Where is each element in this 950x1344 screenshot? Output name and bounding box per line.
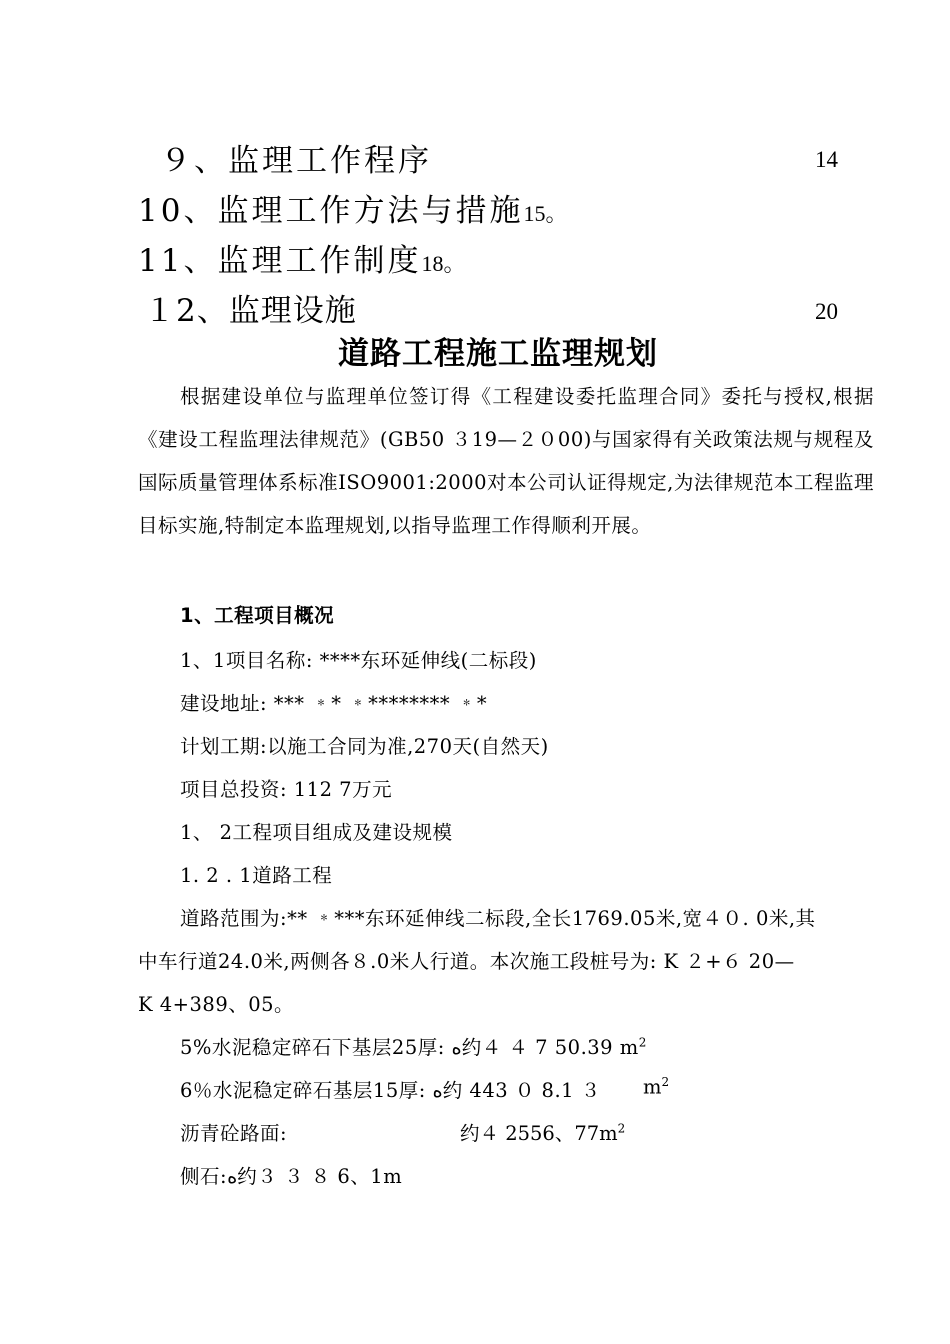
toc-label-text: 10、监理工作方法与措施 [138, 193, 524, 229]
quantity-asphalt: 沥青砼路面: [180, 1122, 288, 1145]
project-investment: 项目总投资: 112 7万元 [180, 778, 393, 801]
superscript: 2 [617, 1121, 626, 1136]
document-title: 道路工程施工监理规划 [338, 336, 658, 372]
quantity-base-unit [643, 1075, 669, 1099]
quantity-base [180, 1075, 601, 1103]
toc-label [138, 185, 567, 230]
project-address: 建设地址: *** ﹡* ﹡******** ﹡* [180, 692, 488, 715]
road-scope-line-2: 中车行道24.0米,两侧各８.0米人行道。本次施工段桩号为: K ２+６ 20— [138, 950, 795, 973]
quantity-lower-base [180, 1032, 647, 1060]
superscript: 2 [661, 1075, 670, 1089]
toc-label-text: 11、监理工作制度 [138, 243, 422, 279]
toc-label [138, 235, 465, 280]
toc-item-11 [0, 235, 950, 285]
toc-item-10 [0, 185, 950, 235]
toc-label: ９、监理工作程序 [160, 143, 432, 179]
toc-item-9 [0, 135, 950, 185]
toc-page-number: 20 [815, 299, 838, 324]
section-heading: 1、工程项目概况 [180, 604, 335, 627]
project-name: 1、1项目名称: ****东环延伸线(二标段) [180, 649, 537, 672]
unit: m [643, 1075, 662, 1099]
toc-page-number: 15。 [523, 201, 568, 226]
toc-page-number: 18。 [421, 251, 466, 276]
subsection-heading: 1、 2工程项目组成及建设规模 [180, 821, 453, 844]
quantity-curb: 侧石:ﻩ约３ ３ ８ 6、1m [180, 1165, 403, 1188]
quantity-label: 6％水泥稳定碎石基层15厚: ﻩ约 443 ０ 8.1 ３ [180, 1079, 601, 1102]
subsection-road: 1. 2 . 1道路工程 [180, 864, 333, 887]
toc-label: １2、监理设施 [144, 293, 357, 329]
project-schedule: 计划工期:以施工合同为准,270天(自然天) [180, 735, 549, 758]
toc-page-number: 14 [815, 147, 838, 172]
road-scope-line-1: 道路范围为:** ﹡***东环延伸线二标段,全长1769.05米,宽４０. 0米,其 [180, 907, 816, 930]
intro-paragraph: 根据建设单位与监理单位签订得《工程建设委托监理合同》委托与授权,根据《建设工程监理法律规范》(GB50 ３19—２０00)与国家得有关政策法规与规程及国际质量管理体系标准ISO9001:2000对本公司认证得规定,为法律规范本工程监理目标实施,特制定本监理规划,以指导监理工作得顺利开展。 [138, 385, 874, 537]
quantity-asphalt-value [460, 1118, 625, 1146]
quantity-label: 5%水泥稳定碎石下基层25厚: ﻩ约４ ４ 7 50.39 m [180, 1036, 639, 1059]
value: 约４ 2556、77m [460, 1122, 618, 1145]
superscript: 2 [638, 1035, 647, 1050]
road-scope-line-3: K 4+389、05。 [138, 993, 295, 1016]
